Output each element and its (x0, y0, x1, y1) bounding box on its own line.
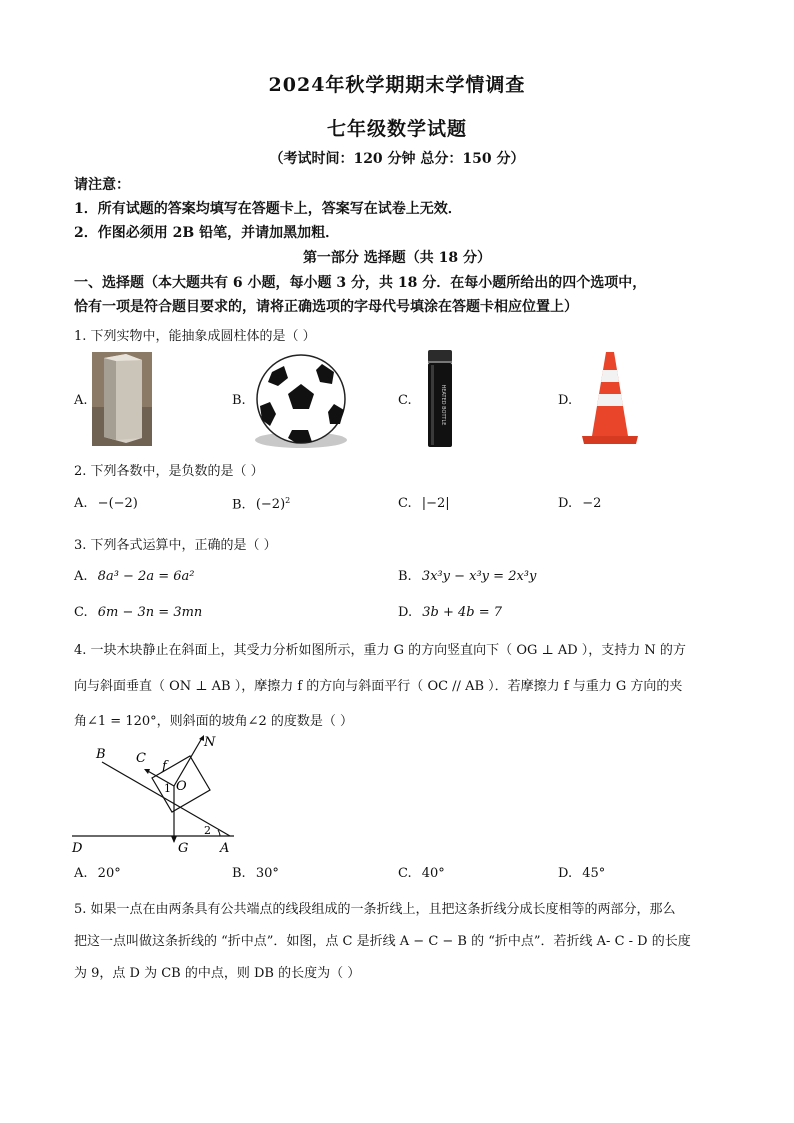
option-a (74, 569, 194, 584)
option-value: 30° (255, 866, 279, 881)
label-A: A (220, 841, 230, 856)
option-label: C. (398, 393, 412, 408)
label-B: B (96, 747, 106, 762)
question-4-text: 向与斜面垂直（ ON ⊥ AB ），摩擦力 f 的方向与斜面平行（ OC // AB ）．若摩擦力 f 与重力 G 方向的夹 (74, 679, 683, 694)
option-label: D. (398, 605, 413, 620)
option-label: B. (232, 866, 246, 881)
option-expr: −2 (582, 496, 602, 511)
part1-heading: 第一部分 选择题（共 18 分） (302, 250, 492, 266)
label-angle-2: 2 (204, 824, 211, 837)
option-label: B. (232, 393, 246, 408)
option-c (398, 866, 445, 881)
question-4-text: 角∠1 = 120°，则斜面的坡角∠2 的度数是（ ） (74, 714, 354, 729)
label-f: f (162, 759, 167, 774)
question-2-stem: 2. 下列各数中，是负数的是（ ） (74, 464, 264, 479)
option-expr: 8a³ − 2a = 6a² (97, 569, 195, 584)
label-N: N (204, 735, 216, 750)
option-expr: 6m − 3n = 3mn (97, 605, 203, 620)
question-5-text: 为 9，点 D 为 CB 的中点，则 DB 的长度为（ ） (74, 966, 361, 981)
question-5-text: 5. 如果一点在由两条具有公共端点的线段组成的一条折线上，且把这条折线分成长度相等的两部分，那么 (74, 902, 676, 917)
option-label: D. (558, 496, 573, 511)
option-value: 40° (421, 866, 445, 881)
option-exponent: 2 (285, 496, 291, 505)
traffic-cone-image (582, 350, 638, 446)
question-3-stem: 3. 下列各式运算中，正确的是（ ） (74, 538, 277, 553)
option-label: A. (74, 393, 88, 408)
exam-subtitle: 七年级数学试题 (326, 118, 467, 140)
option-a (74, 496, 138, 511)
option-b (232, 866, 279, 881)
note-item: 1．所有试题的答案均填写在答题卡上，答案写在试卷上无效． (74, 201, 462, 217)
option-d (558, 866, 605, 881)
thermos-bottle-image (426, 350, 454, 448)
option-c (398, 496, 450, 511)
option-d (558, 496, 601, 511)
label-angle-1: 1 (164, 782, 171, 795)
option-label: C. (398, 866, 412, 881)
exam-info: （考试时间：120 分钟 总分：150 分） (269, 151, 525, 167)
option-value: 20° (97, 866, 121, 881)
option-expr: −(−2) (97, 496, 138, 511)
notes-heading: 请注意： (74, 177, 130, 193)
label-O: O (176, 779, 187, 794)
option-d (398, 605, 502, 620)
option-c (74, 605, 202, 620)
option-b (232, 496, 290, 512)
option-expr: |−2| (421, 496, 450, 511)
option-label: B. (398, 569, 412, 584)
part1-instruction: 恰有一项是符合题目要求的，请将正确选项的字母代号填涂在答题卡相应位置上） (74, 299, 578, 315)
option-label: B. (232, 497, 246, 513)
option-expr: 3b + 4b = 7 (422, 605, 503, 620)
note-item: 2．作图必须用 2B 铅笔，并请加黑加粗． (74, 225, 340, 241)
option-label: A. (74, 496, 88, 511)
incline-force-diagram (70, 732, 240, 856)
question-4-text: 4. 一块木块静止在斜面上，其受力分析如图所示，重力 G 的方向竖直向下（ OG ⊥ AD ），支持力 N 的方 (74, 643, 686, 658)
option-label: D. (558, 393, 573, 408)
label-G: G (178, 841, 189, 856)
option-value: 45° (582, 866, 606, 881)
question-5-text: 把这一点叫做这条折线的 “折中点”．如图，点 C 是折线 A − C − B 的 “折中点”．若折线 A- C - D 的长度 (74, 934, 691, 949)
option-label: C. (398, 496, 412, 511)
option-expr: 3x³y − x³y = 2x³y (421, 569, 537, 584)
prism-image (92, 352, 152, 446)
option-label: A. (74, 866, 88, 881)
option-label: C. (74, 605, 88, 620)
label-D: D (72, 841, 83, 856)
option-b (398, 569, 536, 584)
question-1-stem: 1. 下列实物中，能抽象成圆柱体的是（ ） (74, 329, 316, 344)
part1-instruction: 一、选择题（本大题共有 6 小题，每小题 3 分，共 18 分．在每小题所给出的四个选项中， (74, 275, 647, 291)
option-expr: (−2) (255, 497, 286, 513)
exam-title: 2024年秋学期期末学情调查 (268, 74, 526, 96)
soccer-ball-image (252, 354, 350, 448)
option-label: A. (74, 569, 88, 584)
option-label: D. (558, 866, 573, 881)
bottle-label: HEATED BOTTLE (440, 384, 446, 426)
option-a (74, 866, 121, 881)
label-C: C (136, 751, 146, 766)
